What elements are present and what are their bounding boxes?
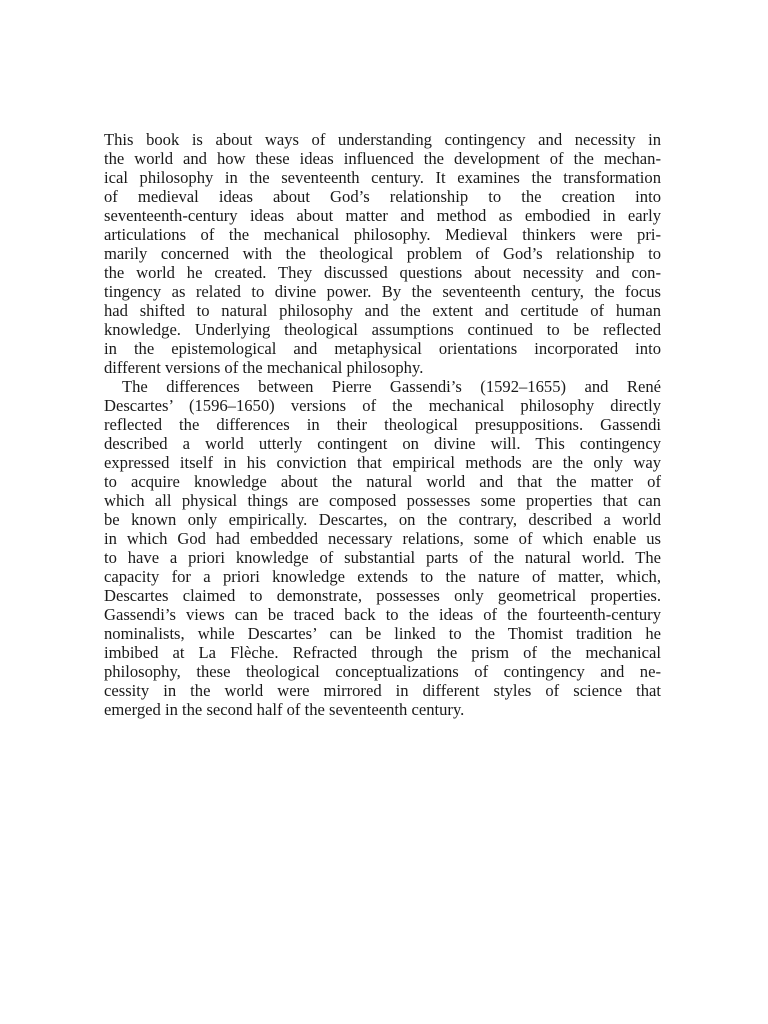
text-line: to have a priori knowledge of substantial parts of the natural world. The [104, 548, 661, 567]
text-line: cessity in the world were mirrored in different styles of science that [104, 681, 661, 700]
text-line: Gassendi’s views can be traced back to the ideas of the fourteenth-century [104, 605, 661, 624]
paragraph-1 [104, 130, 661, 377]
text-line: articulations of the mechanical philosophy. Medieval thinkers were pri- [104, 225, 661, 244]
text-line: The differences between Pierre Gassendi’s (1592–1655) and René [122, 377, 661, 396]
text-line: had shifted to natural philosophy and the extent and certitude of human [104, 301, 661, 320]
text-line: knowledge. Underlying theological assumptions continued to be reflected [104, 320, 661, 339]
text-line: reflected the differences in their theological presuppositions. Gassendi [104, 415, 661, 434]
text-line: ical philosophy in the seventeenth century. It examines the transformation [104, 168, 661, 187]
text-line: in which God had embedded necessary relations, some of which enable us [104, 529, 661, 548]
text-line: in the epistemological and metaphysical orientations incorporated into [104, 339, 661, 358]
text-line: seventeenth-century ideas about matter and method as embodied in early [104, 206, 661, 225]
text-line: the world he created. They discussed questions about necessity and con- [104, 263, 661, 282]
text-line: different versions of the mechanical philosophy. [104, 358, 424, 377]
text-line: the world and how these ideas influenced the development of the mechan- [104, 149, 661, 168]
text-line: be known only empirically. Descartes, on the contrary, described a world [104, 510, 661, 529]
text-line: emerged in the second half of the seventeenth century. [104, 700, 465, 719]
text-line: Descartes’ (1596–1650) versions of the mechanical philosophy directly [104, 396, 661, 415]
body-text [104, 130, 661, 719]
text-line: capacity for a priori knowledge extends to the nature of matter, which, [104, 567, 661, 586]
text-line: This book is about ways of understanding contingency and necessity in [104, 130, 661, 149]
text-line: tingency as related to divine power. By the seventeenth century, the focus [104, 282, 661, 301]
text-line: which all physical things are composed possesses some properties that can [104, 491, 661, 510]
text-line: expressed itself in his conviction that empirical methods are the only way [104, 453, 661, 472]
text-line: Descartes claimed to demonstrate, possesses only geometrical properties. [104, 586, 661, 605]
text-line: philosophy, these theological conceptualizations of contingency and ne- [104, 662, 661, 681]
text-line: imbibed at La Flèche. Refracted through the prism of the mechanical [104, 643, 661, 662]
text-line: marily concerned with the theological problem of God’s relationship to [104, 244, 661, 263]
text-line: nominalists, while Descartes’ can be linked to the Thomist tradition he [104, 624, 661, 643]
paragraph-2 [104, 377, 661, 719]
text-line: of medieval ideas about God’s relationship to the creation into [104, 187, 661, 206]
text-line: to acquire knowledge about the natural world and that the matter of [104, 472, 661, 491]
text-line: described a world utterly contingent on divine will. This contingency [104, 434, 661, 453]
